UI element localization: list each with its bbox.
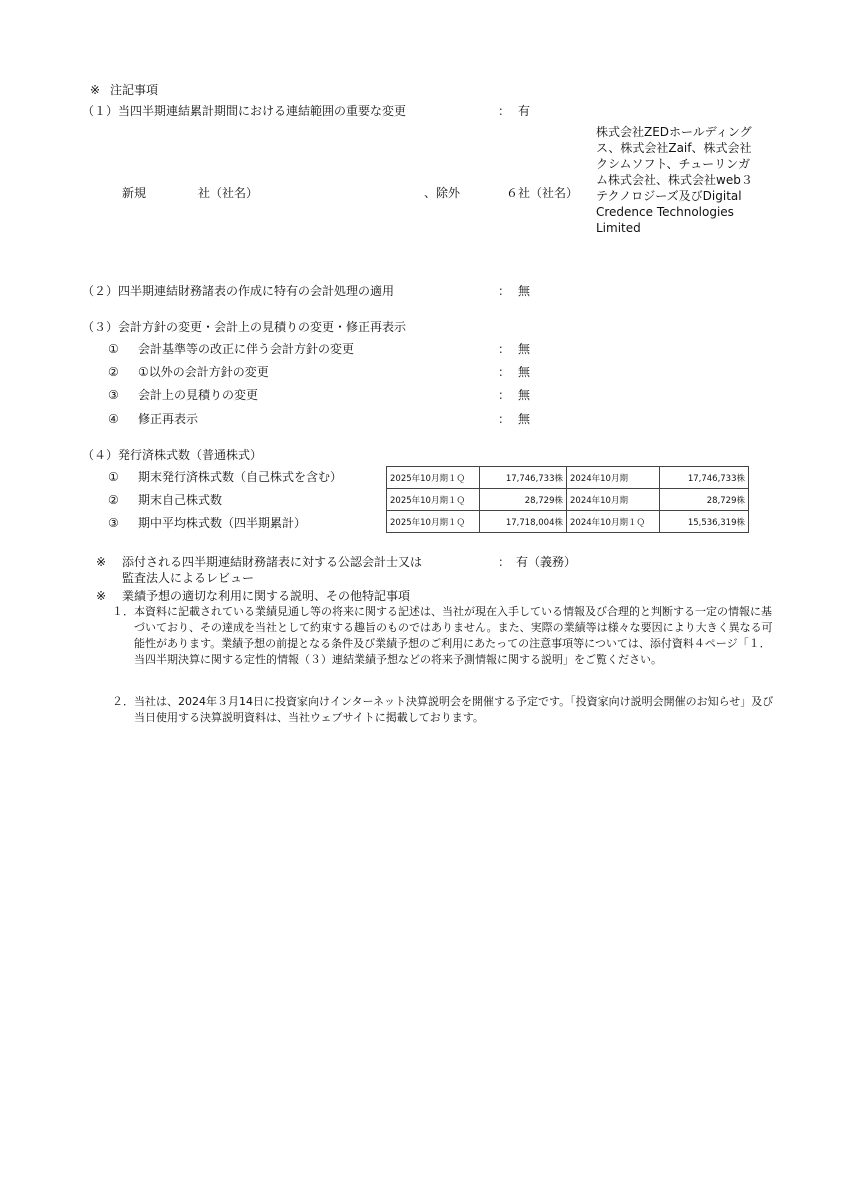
item3-sub4-colon: ： — [498, 412, 511, 426]
forecast-title: 業績予想の適切な利用に関する説明、その他特記事項 — [122, 589, 411, 603]
review-colon: ： — [498, 555, 511, 569]
period-cell: 2024年10月期１Ｑ — [567, 511, 660, 533]
period-cell: 2024年10月期 — [567, 467, 660, 489]
item3-sub3-label: 会計上の見積りの変更 — [138, 388, 259, 402]
note1-text: 本資料に記載されている業績見通し等の将来に関する記述は、当社が現在入手している情報及び合理的と判断する一定の情報に基づいており、その達成を当社として約束する趣旨のものではありません。また、実際の業績等は様々な要因により大きく異なる可能性があります。業績予想の前提となる条件及び業績予想のご利用にあたっての注意事項等については、添付資料４ページ「１．当四半期決算に関する定性的情報（３）連結業績予想などの将来予測情報に関する説明」をご覧ください。 — [134, 605, 773, 666]
item3-sub3-value: 無 — [518, 388, 531, 402]
item3-sub4-value: 無 — [518, 412, 531, 426]
item3-sub1-colon: ： — [498, 342, 511, 356]
item3-sub4-label: 修正再表示 — [138, 412, 199, 426]
forecast-mark: ※ — [96, 589, 107, 603]
item1-label: （１）当四半期連結累計期間における連結範囲の重要な変更 — [82, 104, 407, 118]
item3-sub1-num: ① — [108, 342, 119, 356]
item4-row3-label: 期中平均株式数（四半期累計） — [138, 516, 307, 530]
shares-value-cell: 17,746,733株 — [660, 467, 749, 489]
shares-value-cell: 17,746,733株 — [480, 467, 567, 489]
table-row — [387, 511, 749, 533]
item2-value: 無 — [518, 284, 531, 298]
item4-row1-num: ① — [108, 470, 119, 484]
item3-sub4-num: ④ — [108, 412, 119, 426]
item3-sub1-label: 会計基準等の改正に伴う会計方針の変更 — [138, 342, 355, 356]
period-cell: 2024年10月期 — [567, 489, 660, 511]
item4-row1-label: 期末発行済株式数（自己株式を含む） — [138, 470, 343, 484]
shares-value-cell: 17,718,004株 — [480, 511, 567, 533]
item3-sub3-colon: ： — [498, 388, 511, 402]
review-line2: 監査法人によるレビュー — [122, 571, 255, 585]
item4-row2-num: ② — [108, 493, 119, 507]
table-row — [387, 467, 749, 489]
review-value: 有（義務） — [516, 555, 577, 569]
item1-excluded-names: 株式会社ZEDホールディングス、株式会社Zaif、株式会社クシムソフト、チューリンガム株式会社、株式会社web３テクノロジーズ及びDigital Credence Technologies Limited — [596, 125, 753, 235]
section-mark: ※ — [90, 83, 101, 97]
note1-num: １． — [112, 605, 134, 618]
item3-sub1-value: 無 — [518, 342, 531, 356]
table-row — [387, 489, 749, 511]
period-cell: 2025年10月期１Ｑ — [387, 489, 480, 511]
item1-new-count-label: 社（社名） — [198, 186, 259, 200]
item3-sub2-num: ② — [108, 365, 119, 379]
item3-sub2-value: 無 — [518, 365, 531, 379]
item1-excluded-count: ６社（社名） — [506, 186, 579, 200]
item4-row2-label: 期末自己株式数 — [138, 493, 223, 507]
item1-value: 有 — [518, 104, 531, 118]
period-cell: 2025年10月期１Ｑ — [387, 467, 480, 489]
section-title: 注記事項 — [110, 83, 159, 97]
shares-table — [386, 466, 749, 533]
item3-label: （３）会計方針の変更・会計上の見積りの変更・修正再表示 — [82, 320, 407, 334]
note2-num: ２． — [112, 695, 134, 708]
item3-sub2-colon: ： — [498, 365, 511, 379]
item3-sub3-num: ③ — [108, 388, 119, 402]
review-mark: ※ — [96, 555, 107, 569]
shares-value-cell: 28,729株 — [480, 489, 567, 511]
item4-label: （４）発行済株式数（普通株式） — [82, 448, 263, 462]
period-cell: 2025年10月期１Ｑ — [387, 511, 480, 533]
shares-value-cell: 28,729株 — [660, 489, 749, 511]
shares-value-cell: 15,536,319株 — [660, 511, 749, 533]
item1-new-label: 新規 — [122, 186, 147, 200]
review-line1: 添付される四半期連結財務諸表に対する公認会計士又は — [122, 555, 423, 569]
item4-row3-num: ③ — [108, 516, 119, 530]
item1-excluded-label: 、除外 — [424, 186, 461, 200]
item2-label: （２）四半期連結財務諸表の作成に特有の会計処理の適用 — [82, 284, 395, 298]
item1-colon: ： — [498, 104, 511, 118]
note2-text: 当社は、2024年３月14日に投資家向けインターネット決算説明会を開催する予定です。「投資家向け説明会開催のお知らせ」及び当日使用する決算説明資料は、当社ウェブサイトに掲載しております。 — [134, 695, 774, 724]
item3-sub2-label: ①以外の会計方針の変更 — [138, 365, 269, 379]
item2-colon: ： — [498, 284, 511, 298]
